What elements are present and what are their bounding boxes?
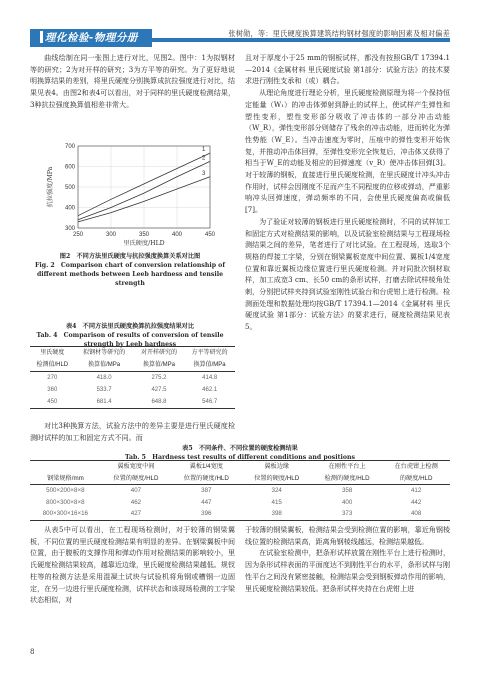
x-tick-label: 300: [105, 232, 117, 238]
y-tick-label: 700: [64, 144, 75, 150]
table-row: [30, 497, 450, 509]
table-header: 方平等研究的: [184, 347, 235, 360]
table-header: 在刚性平台上: [312, 461, 382, 473]
paragraph: 为了验证对较薄的钢板进行里氏硬度检测时，不同的试样加工和固定方式对检测结果的影响，以及试验室检测结果与工程现场检测结果之间的差异，笔者进行了对比试验。在工程现场，选取3个规格的焊接工字梁，分别在钢梁翼板宽度中间位置、翼板1/4宽度位置和靠近翼板边缘位置进行里氏硬度检测。并对同批次钢材取样，加工成宽3 cm、长50 cm的条形试样，打磨去除试样棱角处刺，分别把试样夹持到试验室刚性试验台和台虎钳上进行检测。检测面处理和数据处理均按GB/T 17394.1—2014《金属材料 里氏硬度试验 第1部分：试验方法》的要求进行，硬度检测结果见表5。: [245, 216, 450, 332]
table-row: [30, 485, 450, 497]
figure-caption-cn: 图2 不同方法里氏硬度与抗拉强度换算关系对比图: [59, 253, 201, 260]
table-cell: 408: [382, 508, 450, 520]
left-column-top: [30, 52, 235, 111]
table-cell: 418.0: [96, 375, 112, 381]
y-tick-label: 600: [64, 164, 75, 171]
right-column-top: [245, 52, 450, 333]
table-title-cn: 表4 不同方法里氏硬度换算抗拉强度结果对比: [65, 323, 195, 330]
table-row: [30, 384, 235, 396]
table-header: 检测的硬度/HLD: [312, 473, 382, 485]
table-cell: 360: [47, 387, 58, 393]
y-tick-label: 400: [64, 205, 75, 212]
table-cell: 396: [171, 508, 241, 520]
table-cell: 270: [47, 375, 58, 381]
table-cell: 373: [312, 508, 382, 520]
paragraph: 于较薄的钢梁翼板，检测结果会受到检测位置的影响，靠近角钢棱线位置的检测结果高，距离角钢棱线越远，检测结果越低。: [245, 525, 450, 546]
table-cell: 533.7: [96, 387, 112, 393]
table-cell: 414.8: [202, 375, 218, 381]
table-header: 翼板宽度中间: [101, 461, 171, 473]
table-cell: 427.5: [151, 387, 167, 393]
paragraph: 从理论角度进行理论分析，里氏硬度检测原理为将一个保持恒定能量（W₁）的冲击体弹射到静止的试样上，使试样产生弹性和塑性变形，塑性变形部分吸收了冲击体的一部分冲击动能（W_R），弹性变形部分则储存了残余的冲击动能，进而转化为弹性势能（W_E）。当冲击速度为零时，压痕中的弹性变形开始恢复，并推动冲击体回弹，至弹性变形完全恢复后，冲击体又获得了相当于W_E的动能及相应的回弹速度（v_R）使冲击体回弹[3]。对于较薄的钢板，直接进行里氏硬度检测，在里氏硬度计冲头冲击作用时，试样会因刚度不足而产生不同程度的位移或弹动，严重影响冲头回弹速度，弹动频率的不同，会使里氏硬度偏高或偏低[7]。: [245, 88, 450, 215]
page-number: 8: [30, 648, 35, 656]
x-tick-label: 350: [138, 232, 150, 238]
table-cell: 462.1: [202, 387, 218, 393]
paragraph: 曲线绘制在同一张图上进行对比，见图2。图中：1为拟钢材等的研究；2为对开样的研究；3为方平等的研究。为了更好地说明换算结果的差别，将里氏硬度分别换算成抗拉强度进行对比，结果见表4。由图2和表4可以看出，对于同样的里氏硬度检测结果，3种抗拉强度换算值相差非常大。: [30, 53, 235, 109]
x-tick-label: 250: [72, 232, 84, 238]
table-cell: 500×200×8×8: [46, 487, 85, 494]
table-header: 翼板1/4宽度: [171, 461, 241, 473]
figure-caption-en: Fig. 2 Comparison chart of conversion relationship of different methods between Leeb hardness and tensile strength: [35, 262, 225, 287]
table-cell: 800×300×8×8: [46, 498, 85, 506]
table-5: [30, 460, 450, 521]
paragraph: 且对于厚度小于25 mm的钢板试样，都没有按照GB/T 17394.1—2014《金属材料 里氏硬度试验 第1部分：试验方法》的技术要求进行刚性支承和（或）耦合。: [245, 53, 450, 86]
table-cell: 398: [242, 508, 312, 520]
table-header: 位置的硬度/HLD: [242, 473, 312, 485]
y-tick-label: 500: [64, 185, 75, 191]
table-header: 在台虎钳上检测: [382, 461, 450, 473]
series-label: 1: [202, 147, 206, 154]
table-cell: 358: [341, 487, 353, 494]
paragraph: 在试验室检测中，把条形试样放置在刚性平台上进行检测时，因为条形试样表面的平面度达不到刚性平台的水平，条形试样与刚性平台之间没有紧密接触，检测结果会受到钢板弹动作用的影响，里氏硬度检测结果较低。把条形试样夹持在台虎钳上进: [245, 548, 450, 593]
table-header: 对开样研究的: [134, 347, 185, 360]
table-row: [30, 396, 235, 409]
x-tick-label: 400: [171, 232, 183, 238]
table-header: 换算值/MPa: [75, 359, 134, 372]
x-tick-label: 450: [204, 232, 216, 238]
table-cell: 427: [101, 508, 171, 520]
figure-2-caption: [30, 252, 230, 288]
table-cell: 800×300×16×16: [30, 508, 101, 520]
table-cell: 407: [130, 487, 142, 494]
y-axis-label: 抗拉强度/MPa: [47, 166, 54, 208]
left-column-bottom: [30, 524, 235, 606]
table-header: 拟钢材等研究的: [75, 347, 134, 360]
table-cell: 324: [271, 487, 282, 494]
x-axis-label: 里氏硬度/HLD: [123, 240, 165, 247]
table-cell: 415: [271, 498, 282, 506]
table-cell: 546.7: [184, 396, 235, 409]
table-header: 检测值/HLD: [30, 359, 75, 372]
journal-logo: 理化检验-物理分册: [30, 29, 152, 47]
table-cell: 387: [201, 487, 212, 494]
table-header: 的硬度/HLD: [382, 473, 450, 485]
running-title: 张树勋，等：里氏硬度换算建筑结构钢材强度的影响因素及相对偏差: [228, 29, 450, 38]
table-header: 里氏硬度: [30, 347, 75, 360]
table-row: [30, 372, 235, 385]
figure-2-chart: [40, 140, 240, 248]
table-header: 换算值/MPa: [184, 359, 235, 372]
table-title-en: Tab. 4 Comparison of results of conversion of tensile strength by Leeb hardness: [36, 332, 224, 348]
table-cell: 275.2: [151, 375, 167, 381]
table-row: [30, 508, 450, 520]
table-header: 位置的硬度/HLD: [171, 473, 241, 485]
paragraph: 从表5中可以看出，在工程现场检测时，对于较薄的钢梁翼板，不同位置的里氏硬度检测结果有明显的差异。在钢梁翼板中间位置，由于腹板的支撑作用和弹动作用对检测结果的影响较小，里氏硬度检测结果较高，越靠近边缘，里氏硬度检测结果越低。规钗柱等的检测方法是采用混凝土试块与试验机将角钢或槽钢一边固定，在另一边进行里氏硬度检测，试样状态和该现场检测的工字梁状态相似，对: [30, 525, 235, 605]
y-tick-label: 300: [64, 226, 75, 232]
table-4: [30, 346, 235, 409]
table-title-en: Tab. 5 Hardness test results of different conditions and positions: [125, 454, 355, 461]
table-cell: 648.8: [134, 396, 185, 409]
table-cell: 681.4: [75, 396, 134, 409]
table-header: 位置的硬度/HLD: [101, 473, 171, 485]
table-header: [30, 461, 101, 473]
left-column-after-table-4: [30, 420, 235, 443]
table-title-cn: 表5 不同条件、不同位置的硬度检测结果: [182, 445, 298, 452]
table-header: 翼板边缘: [242, 461, 312, 473]
series-label: 2: [202, 155, 206, 162]
right-column-bottom: [245, 524, 450, 594]
table-cell: 412: [410, 487, 422, 494]
table-cell: 462: [130, 498, 142, 506]
table-cell: 450: [30, 396, 75, 409]
table-cell: 400: [341, 498, 353, 506]
table-cell: 442: [410, 498, 422, 506]
table-cell: 447: [201, 498, 212, 506]
series-label: 3: [202, 170, 206, 177]
table-header: 换算值/MPa: [134, 359, 185, 372]
paragraph: 对比3种换算方法，试验方法中的差异主要是进行里氏硬度检测时试样的加工和固定方式不同。而: [30, 421, 235, 442]
table-4-title: [30, 322, 230, 349]
table-header: 钢梁规格/mm: [30, 473, 101, 485]
